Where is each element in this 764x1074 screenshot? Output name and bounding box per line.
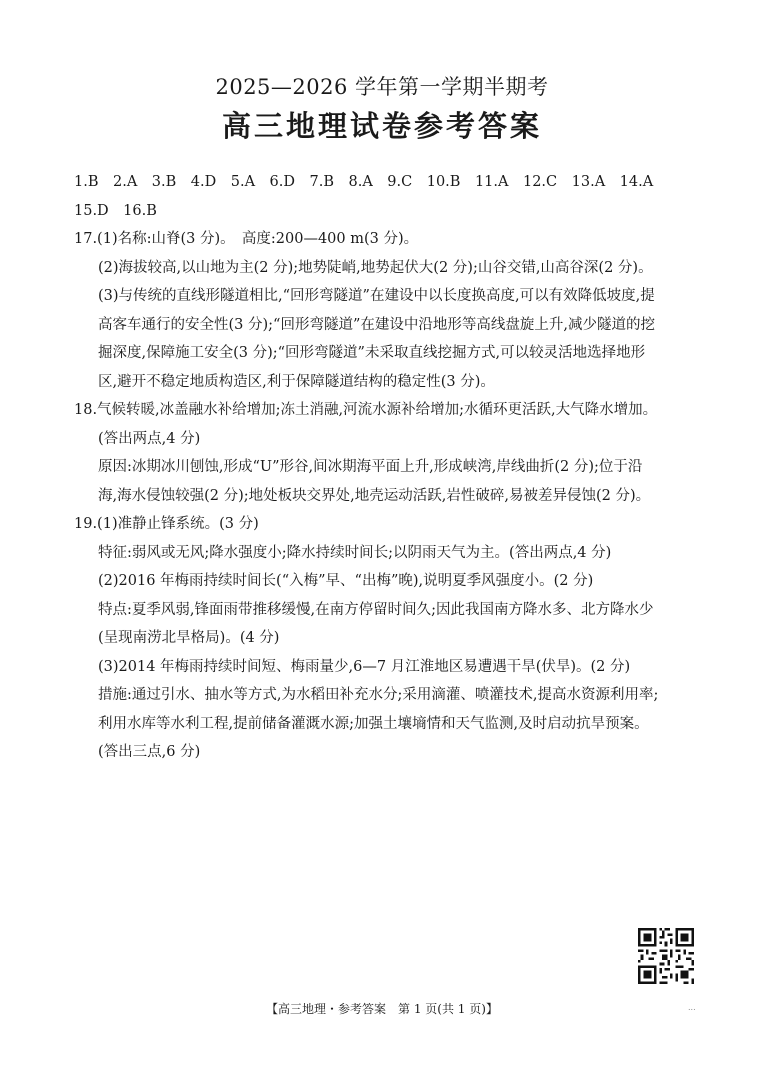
q18-line-2: (答出两点,4 分): [98, 430, 201, 447]
page-footer: 【高三地理・参考答案 第 1 页(共 1 页)】: [266, 1002, 498, 1016]
q17-line-5: 掘深度,保障施工安全(3 分);“回形弯隧道”未采取直线挖掘方式,可以较灵活地选择地形: [98, 345, 646, 361]
mc-answers-line-1: 1.B 2.A 3.B 4.D 5.A 6.D 7.B 8.A 9.C 10.B 11.A 12.C 13.A 14.A: [74, 174, 654, 190]
exam-term-title: 2025—2026 学年第一学期半期考: [215, 75, 549, 99]
page-title: 高三地理试卷参考答案: [221, 109, 542, 143]
q19-line-2: 特征:弱风或无风;降水强度小;降水持续时间长;以阴雨天气为主。(答出两点,4 分): [98, 544, 612, 561]
q19-line-9: (答出三点,6 分): [98, 744, 201, 760]
q19-line-8: 利用水库等水利工程,提前储备灌溉水源;加强土壤墒情和天气监测,及时启动抗旱预案。: [98, 715, 649, 732]
qr-code-icon: [638, 928, 694, 984]
q19-line-6: (3)2014 年梅雨持续时间短、梅雨量少,6—7 月江淮地区易遭遇干旱(伏旱)。(2 分): [98, 658, 631, 675]
answer-content: [74, 168, 706, 767]
q17-line-2: (2)海拔较高,以山地为主(2 分);地势陡峭,地势起伏大(2 分);山谷交错,山高谷深(2 分)。: [98, 259, 653, 276]
q17-line-1: 17.(1)名称:山脊(3 分)。 高度:200—400 m(3 分)。: [74, 231, 419, 247]
q19-line-5: (呈现南涝北旱格局)。(4 分): [98, 630, 280, 646]
q18-line-3: 原因:冰期冰川刨蚀,形成“U”形谷,间冰期海平面上升,形成峡湾,岸线曲折(2 分);位于沿: [98, 459, 643, 475]
q17-line-3: (3)与传统的直线形隧道相比,“回形弯隧道”在建设中以长度换高度,可以有效降低坡度,提: [98, 288, 655, 304]
q17-line-6: 区,避开不稳定地质构造区,利于保障隧道结构的稳定性(3 分)。: [98, 373, 495, 390]
q18-line-4: 海,海水侵蚀较强(2 分);地处板块交界处,地壳运动活跃,岩性破碎,易被差异侵蚀(2 分)。: [98, 487, 651, 504]
q19-line-7: 措施:通过引水、抽水等方式,为水稻田补充水分;采用滴灌、喷灌技术,提高水资源利用率;: [98, 687, 659, 703]
q19-line-1: 19.(1)准静止锋系统。(3 分): [74, 516, 259, 532]
footer-dots: ...: [688, 1003, 696, 1012]
q19-line-3: (2)2016 年梅雨持续时间长(“入梅”早、“出梅”晚),说明夏季风强度小。(2 分): [98, 573, 594, 589]
q18-line-1: 18.气候转暖,冰盖融水补给增加;冻土消融,河流水源补给增加;水循环更活跃,大气降水增加。: [74, 402, 658, 418]
mc-answers-line-2: 15.D 16.B: [74, 202, 157, 219]
q17-line-4: 高客车通行的安全性(3 分);“回形弯隧道”在建设中沿地形等高线盘旋上升,减少隧道的挖: [98, 316, 655, 333]
q19-line-4: 特点:夏季风弱,锋面雨带推移缓慢,在南方停留时间久;因此我国南方降水多、北方降水少: [98, 601, 654, 618]
